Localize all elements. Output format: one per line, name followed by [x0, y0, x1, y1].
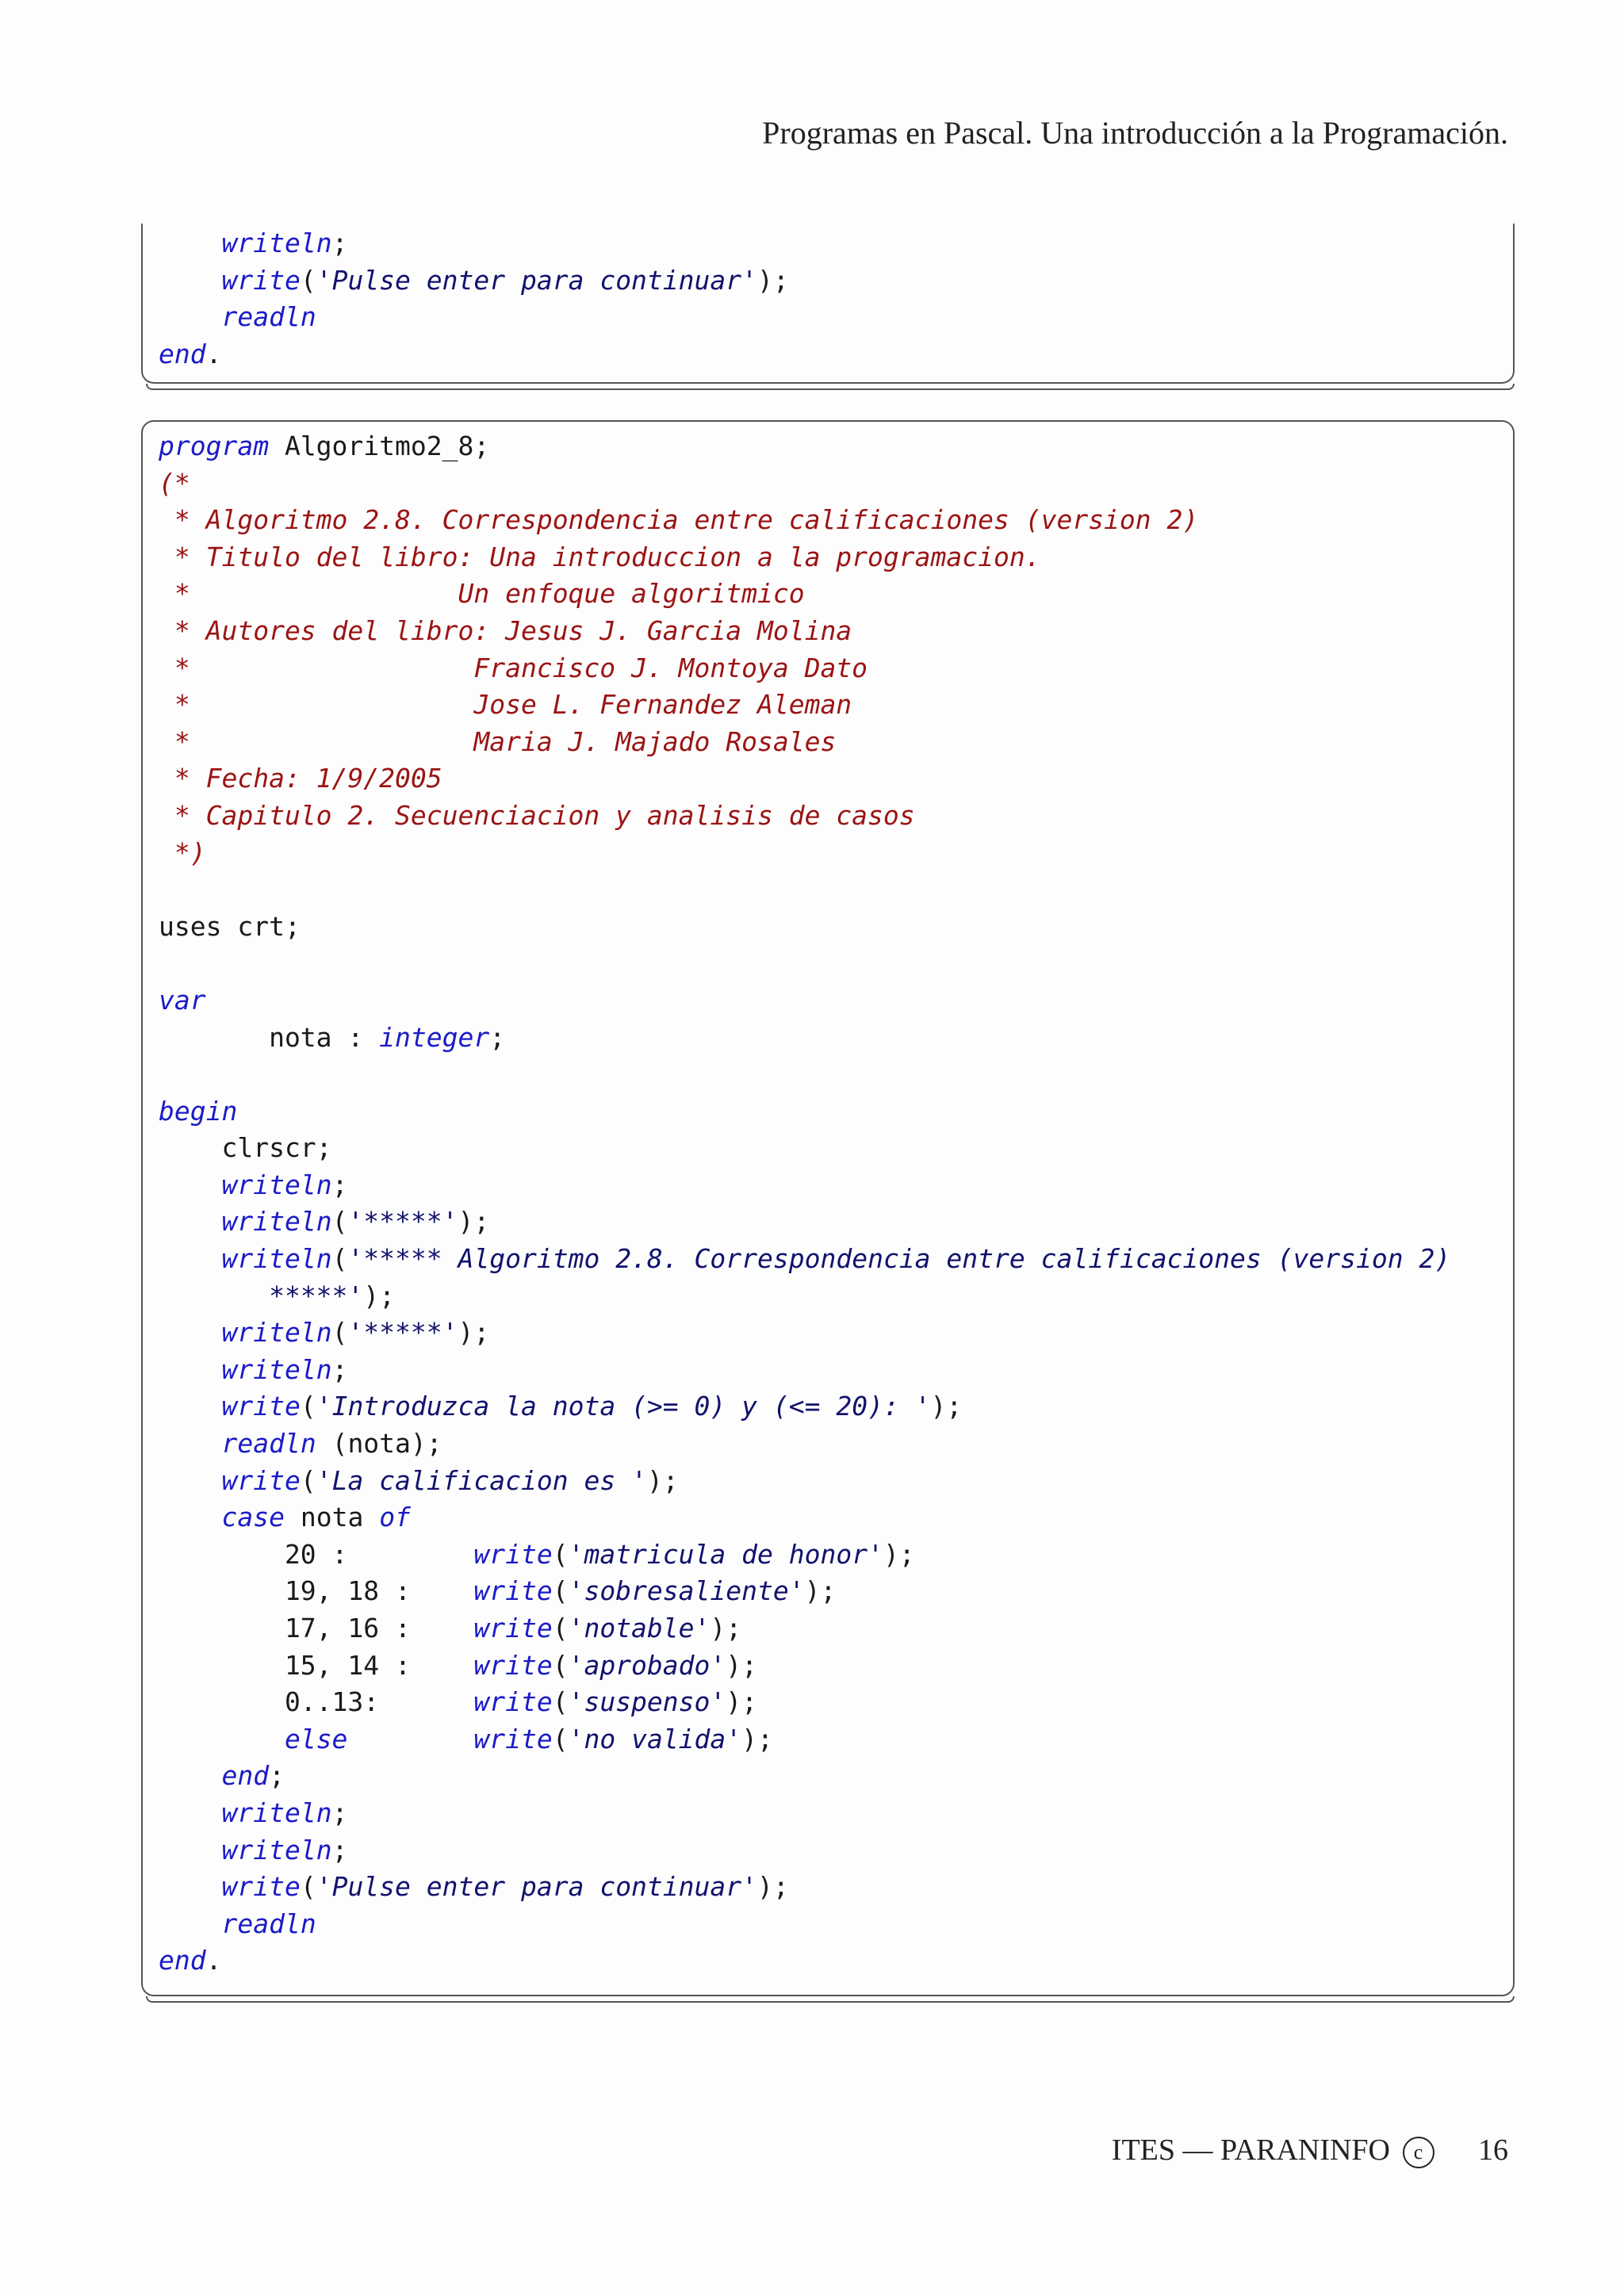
code-line	[159, 760, 1513, 798]
code-text: );	[458, 1206, 490, 1238]
code-text	[159, 1317, 221, 1348]
code-text	[159, 1354, 221, 1385]
code-line	[159, 299, 1513, 336]
code-text	[159, 1724, 285, 1755]
code-text: Algoritmo2_8;	[269, 430, 490, 461]
code-text	[159, 1280, 269, 1311]
code-listing-algoritmo2-8	[141, 420, 1515, 1996]
code-line	[159, 1425, 1513, 1463]
code-text	[159, 1835, 221, 1866]
code-text: ;	[331, 1834, 348, 1866]
code-text: 19, 18 :	[159, 1575, 474, 1607]
code-text: ;	[331, 1353, 348, 1385]
code-keyword: program	[159, 430, 270, 461]
code-line	[159, 1795, 1513, 1832]
code-text: ;	[489, 1021, 506, 1053]
code-comment: *)	[159, 836, 206, 868]
code-string: 'notable'	[568, 1613, 710, 1644]
code-keyword: write	[473, 1723, 553, 1755]
code-text	[347, 1724, 473, 1755]
code-line	[159, 1203, 1513, 1241]
code-keyword: write	[221, 1391, 301, 1422]
code-keyword: readln	[221, 301, 316, 333]
code-keyword: readln	[221, 1908, 316, 1939]
page-footer	[1112, 2133, 1508, 2168]
code-keyword: end	[159, 338, 206, 369]
code-text	[159, 1502, 221, 1533]
code-line	[159, 1573, 1513, 1610]
code-keyword: writeln	[221, 1206, 332, 1238]
code-line	[159, 1684, 1513, 1721]
code-line	[159, 1942, 1513, 1980]
code-text: (	[300, 264, 316, 296]
page-header-title: Programas en Pascal. Una introducción a la Programación.	[762, 115, 1508, 151]
code-line	[159, 1093, 1513, 1131]
code-comment: * Algoritmo 2.8. Correspondencia entre calificaciones (version 2)	[159, 504, 1199, 536]
code-line	[159, 1536, 1513, 1574]
code-text: );	[757, 264, 789, 296]
code-line	[159, 1610, 1513, 1647]
code-text	[159, 265, 221, 296]
code-line	[159, 1278, 1513, 1315]
code-line	[159, 576, 1513, 613]
code-line	[159, 1167, 1513, 1204]
code-comment: * Francisco J. Montoya Dato	[159, 652, 868, 683]
code-string: '*****'	[347, 1206, 458, 1238]
code-line	[159, 835, 1513, 872]
code-keyword: write	[221, 1871, 301, 1903]
code-line	[159, 650, 1513, 687]
code-text	[159, 1760, 221, 1791]
code-text	[159, 1169, 221, 1200]
code-string: '*****'	[347, 1317, 458, 1349]
code-text: (	[331, 1206, 348, 1238]
code-comment: * Capitulo 2. Secuenciacion y analisis de casos	[159, 799, 915, 831]
code-string: 'Pulse enter para continuar'	[316, 264, 757, 296]
code-line	[159, 798, 1513, 835]
code-keyword: writeln	[221, 1834, 332, 1866]
code-text: 0..13:	[159, 1686, 474, 1718]
code-text: );	[710, 1613, 742, 1644]
code-keyword: write	[221, 1464, 301, 1496]
code-keyword: writeln	[221, 228, 332, 258]
code-line	[159, 502, 1513, 539]
code-comment: * Titulo del libro: Una introduccion a la programacion.	[159, 541, 1041, 572]
code-text	[159, 1908, 221, 1939]
code-string: 'aprobado'	[568, 1649, 726, 1681]
code-text: );	[757, 1871, 789, 1903]
code-line	[159, 225, 1513, 262]
code-string: 'suspenso'	[568, 1686, 726, 1718]
code-line	[159, 982, 1513, 1020]
code-text: );	[930, 1391, 963, 1422]
code-text: );	[363, 1280, 396, 1311]
code-keyword: write	[473, 1649, 553, 1681]
code-text: );	[646, 1464, 679, 1496]
code-text: nota :	[159, 1021, 380, 1053]
code-keyword: writeln	[221, 1169, 332, 1200]
code-text: );	[726, 1686, 758, 1718]
code-text: (	[552, 1575, 569, 1607]
code-keyword: write	[473, 1613, 553, 1644]
code-text	[159, 228, 221, 258]
code-comment: * Maria J. Majado Rosales	[159, 725, 837, 757]
code-line	[159, 1241, 1513, 1278]
code-text	[159, 1428, 221, 1459]
code-text: ;	[331, 1797, 348, 1828]
code-line	[159, 1758, 1513, 1795]
code-text: );	[458, 1317, 490, 1349]
copyright-icon: c	[1403, 2137, 1434, 2168]
code-listing-continued	[141, 224, 1515, 384]
code-string: 'sobresaliente'	[568, 1575, 805, 1607]
code-text: .	[205, 1945, 222, 1976]
code-text: (	[300, 1464, 316, 1496]
code-text: ;	[331, 1169, 348, 1200]
code-text: (	[552, 1649, 569, 1681]
code-keyword: var	[159, 984, 206, 1016]
code-line	[159, 1020, 1513, 1057]
code-line	[159, 1388, 1513, 1425]
code-text: );	[741, 1723, 773, 1755]
code-text: (	[300, 1871, 316, 1903]
code-text	[159, 301, 221, 332]
code-keyword: begin	[159, 1095, 238, 1127]
footer-publisher: ITES — PARANINFO	[1111, 2133, 1390, 2167]
code-keyword: case	[221, 1502, 285, 1533]
code-line	[159, 1647, 1513, 1685]
code-text: clrscr;	[159, 1132, 332, 1164]
code-keyword: write	[473, 1575, 553, 1607]
code-line	[159, 539, 1513, 576]
code-string: '***** Algoritmo 2.8. Correspondencia entre calificaciones (version 2)	[347, 1243, 1451, 1275]
code-text: (	[331, 1243, 348, 1275]
code-text: ;	[269, 1760, 285, 1792]
code-text: (	[552, 1613, 569, 1644]
code-text	[159, 1243, 221, 1274]
code-line	[159, 465, 1513, 503]
code-keyword: writeln	[221, 1317, 332, 1349]
code-text: (nota);	[316, 1428, 442, 1460]
code-keyword: writeln	[221, 1353, 332, 1385]
code-text	[159, 1871, 221, 1902]
code-comment: * Autores del libro: Jesus J. Garcia Molina	[159, 614, 852, 646]
code-text: (	[552, 1686, 569, 1718]
code-line	[159, 945, 1513, 982]
code-comment: * Jose L. Fernandez Aleman	[159, 689, 852, 721]
code-line	[159, 1352, 1513, 1389]
code-line	[159, 687, 1513, 724]
code-line	[159, 336, 1513, 373]
code-line	[159, 262, 1513, 300]
code-string: 'Introduzca la nota (>= 0) y (<= 20): '	[316, 1391, 931, 1422]
code-text	[159, 1465, 221, 1496]
code-comment: * Un enfoque algoritmico	[159, 578, 805, 610]
code-text: );	[726, 1649, 758, 1681]
code-text: (	[331, 1317, 348, 1349]
code-text: 15, 14 :	[159, 1649, 474, 1681]
code-line	[159, 1463, 1513, 1500]
code-line	[159, 1499, 1513, 1536]
code-comment: (*	[159, 467, 190, 499]
code-line	[159, 909, 1513, 946]
code-keyword: write	[473, 1686, 553, 1718]
code-keyword: of	[379, 1502, 411, 1533]
code-keyword: write	[473, 1538, 553, 1570]
code-text: );	[804, 1575, 837, 1607]
code-text	[159, 1391, 221, 1422]
code-line	[159, 1130, 1513, 1167]
code-text: ;	[331, 228, 348, 258]
code-line	[159, 1721, 1513, 1758]
code-keyword: end	[221, 1760, 270, 1792]
code-line	[159, 428, 1513, 465]
code-text	[159, 1206, 221, 1237]
code-text	[159, 1797, 221, 1828]
code-line	[159, 1906, 1513, 1943]
code-text: .	[205, 338, 222, 369]
code-keyword: readln	[221, 1428, 316, 1460]
code-text: (	[552, 1538, 569, 1570]
code-string: *****'	[269, 1280, 364, 1311]
page-number: 16	[1478, 2133, 1508, 2167]
code-text: (	[300, 1391, 316, 1422]
code-keyword: writeln	[221, 1797, 332, 1828]
code-line	[159, 1832, 1513, 1869]
code-string: 'no valida'	[568, 1723, 742, 1755]
code-keyword: write	[221, 264, 301, 296]
code-keyword: end	[159, 1945, 206, 1976]
code-line	[159, 613, 1513, 650]
code-line	[159, 1314, 1513, 1352]
code-text: nota	[284, 1502, 380, 1533]
code-string: 'La calificacion es '	[316, 1464, 647, 1496]
code-text: 17, 16 :	[159, 1613, 474, 1644]
code-text: );	[883, 1538, 915, 1570]
code-keyword: integer	[379, 1021, 490, 1053]
code-line	[159, 724, 1513, 761]
code-string: 'Pulse enter para continuar'	[316, 1871, 757, 1903]
code-text: uses crt;	[159, 910, 301, 942]
code-keyword: else	[284, 1723, 348, 1755]
code-comment: * Fecha: 1/9/2005	[159, 763, 442, 794]
code-string: 'matricula de honor'	[568, 1538, 883, 1570]
code-line	[159, 1056, 1513, 1093]
code-keyword: writeln	[221, 1243, 332, 1275]
code-line	[159, 1869, 1513, 1906]
code-text: (	[552, 1723, 569, 1755]
code-text: 20 :	[159, 1538, 474, 1570]
code-line	[159, 871, 1513, 909]
